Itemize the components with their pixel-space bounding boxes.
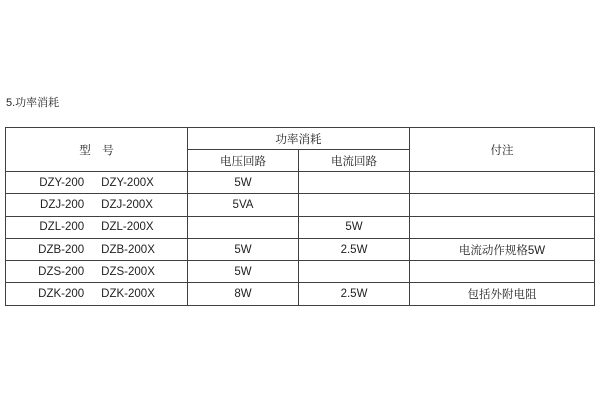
model-name-x: DZL-200X (101, 221, 154, 234)
model-cell (6, 216, 188, 238)
model-name: DZL-200 (39, 221, 85, 234)
current-circuit-cell: 2.5W (299, 238, 410, 260)
model-cell (6, 194, 188, 216)
table-row (6, 238, 595, 260)
note-cell: 包括外附电阻 (410, 283, 595, 305)
current-circuit-cell (299, 172, 410, 194)
model-name: DZY-200 (39, 176, 85, 189)
header-voltage-circuit: 电压回路 (188, 150, 299, 172)
voltage-circuit-cell (188, 216, 299, 238)
voltage-circuit-cell: 5W (188, 238, 299, 260)
current-circuit-cell (299, 194, 410, 216)
note-cell (410, 194, 595, 216)
table-row (6, 194, 595, 216)
model-name: DZK-200 (38, 288, 85, 301)
voltage-circuit-cell: 5W (188, 261, 299, 283)
section-title: 5.功率消耗 (6, 97, 60, 109)
header-current-circuit: 电流回路 (299, 150, 410, 172)
current-circuit-cell: 2.5W (299, 283, 410, 305)
model-name: DZJ-200 (40, 198, 85, 211)
model-name-x: DZB-200X (101, 243, 155, 256)
model-cell (6, 172, 188, 194)
model-name-x: DZK-200X (101, 288, 155, 301)
table-row (6, 216, 595, 238)
model-cell (6, 238, 188, 260)
model-name-x: DZJ-200X (101, 198, 153, 211)
table-row (6, 283, 595, 305)
table-body (6, 172, 595, 306)
model-cell (6, 261, 188, 283)
model-name: DZB-200 (38, 243, 85, 256)
note-cell (410, 172, 595, 194)
voltage-circuit-cell: 5VA (188, 194, 299, 216)
model-name-x: DZY-200X (101, 176, 154, 189)
table-header (6, 128, 595, 172)
header-row-1 (6, 128, 595, 150)
header-power-consumption: 功率消耗 (188, 128, 410, 150)
power-consumption-table (5, 127, 595, 306)
table-row (6, 261, 595, 283)
current-circuit-cell (299, 261, 410, 283)
voltage-circuit-cell: 5W (188, 172, 299, 194)
header-note: 付注 (410, 128, 595, 172)
note-cell (410, 216, 595, 238)
model-name: DZS-200 (38, 265, 85, 278)
model-cell (6, 283, 188, 305)
header-model: 型 号 (6, 128, 188, 172)
voltage-circuit-cell: 8W (188, 283, 299, 305)
note-cell: 电流动作规格5W (410, 238, 595, 260)
note-cell (410, 261, 595, 283)
model-name-x: DZS-200X (101, 265, 155, 278)
table-row (6, 172, 595, 194)
current-circuit-cell: 5W (299, 216, 410, 238)
